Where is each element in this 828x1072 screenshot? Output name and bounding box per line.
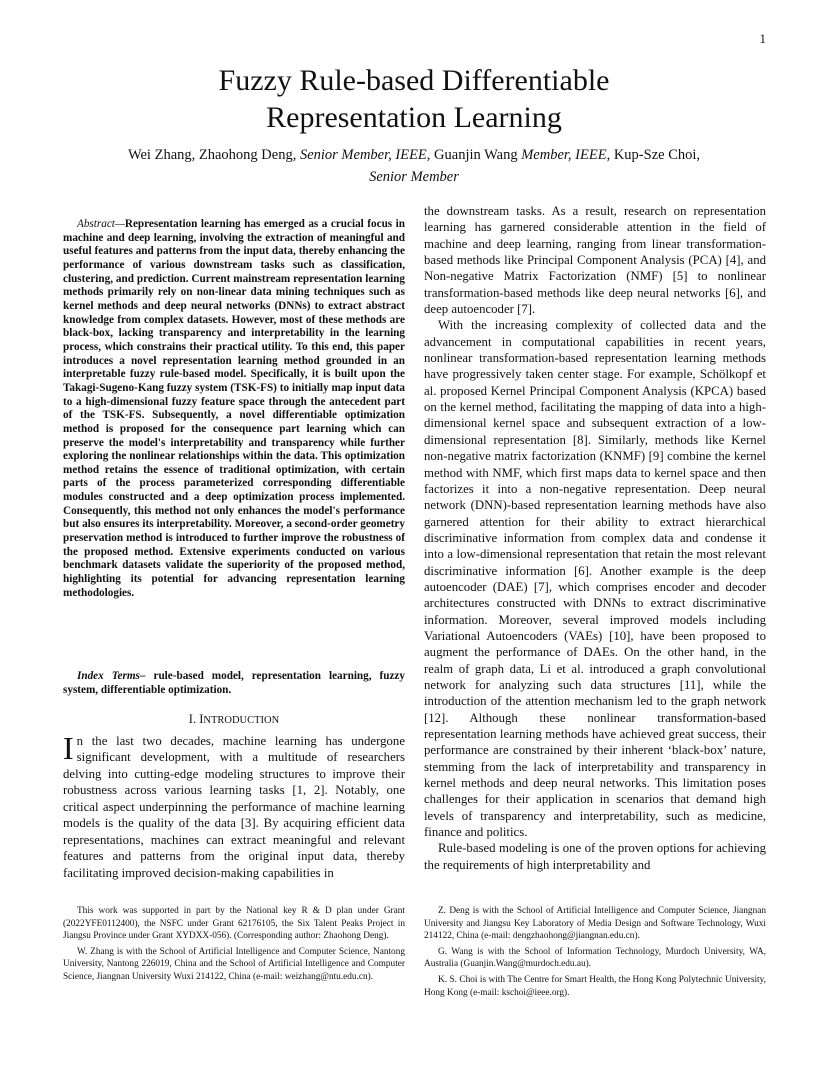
index-terms-label: Index Terms [77,670,140,682]
author-role-2: Member, IEEE [521,147,607,163]
title-line-2: Representation Learning [266,101,562,134]
footnote-author-wang: G. Wang is with the School of Information Technology, Murdoch University, WA, Australia (Guanjin.Wang@murdoch.edu.au). [424,946,766,970]
title-line-1: Fuzzy Rule-based Differentiable [218,64,610,97]
footnote-author-zhang: W. Zhang is with the School of Artificial Intelligence and Computer Science, Nantong University, Nantong 226019, China and the School of Artificial Intelligence and Computer Science, Jiangnan University Wuxi 214122, China (e-mail: weizhang@ntu.edu.cn). [63,946,405,982]
footnotes-left [63,905,405,987]
author-names-2: , Guanjin Wang [426,147,522,163]
author-list [60,144,768,188]
drop-cap: I [63,730,74,766]
right-paragraph-2: With the increasing complexity of collected data and the advancement in computational capabilities in recent years, nonlinear transformation-based representation learning methods have progressively taken center stage. For example, Schölkopf et al. proposed Kernel Principal Component Analysis (KPCA) based on the kernel method, facilitating the mapping of data into a high-dimensional kernel space and subsequent extraction of a low-dimensional representation [8]. Similarly, methods like Kernel non-negative matrix factorization (KNMF) [9] combine the kernel method with NMF, which first maps data to kernel space and then factorizes it into a non-negative representation. Deep neural network (DNN)-based representation learning methods have also garnered attention for their ability to extract hierarchical discriminative information from complex data and condense it into a low-dimensional representation that retain the most relevant discriminative information [6]. Another example is the deep autoencoder (DAE) [7], which comprises encoder and decoder architectures constructed with DNNs to extract discriminative information. Moreover, several improved models including Variational Autoencoders (VAEs) [10], have been proposed to augment the performance of DAEs. On the other hand, in the realm of graph data, Li et al. introduced a graph convolutional network for analyzing such data structures [11], while the introduction of the attention mechanism led to the graph network [12]. Although these nonlinear transformation-based representation learning methods have achieved great success, their performance are constrained by their inherent ‘black-box’ nature, stemming from the lack of interpretability and transparency in kernel methods and deep neural networks. This limitation poses challenges for their application in scenarios that demand high levels of transparency and interpretability, such as medicine, finance and politics. [424,318,766,840]
footnote-author-deng: Z. Deng is with the School of Artificial Intelligence and Computer Science, Jiangnan University and Jiangsu Key Laboratory of Media Design and Software Technology, Wuxi 214122, China (e-mail: dengzhaohong@jiangnan.edu.cn). [424,906,766,942]
abstract-text: Representation learning has emerged as a crucial focus in machine and deep learning, involving the extraction of meaningful and useful features and patterns from the input data, thereby enhancing the performance of various downstream tasks such as classification, clustering, and prediction. Current mainstream representation learning methods primarily rely on non-linear data mining techniques such as kernel methods and deep neural networks (DNNs) to extract abstract knowledge from complex datasets. However, most of these methods are black-box, lacking transparency and interpretability in the learning process, which constrains their practical utility. To this end, this paper introduces a novel representation learning method grounded in an interpretable fuzzy rule-based model. Specifically, it is built upon the Takagi-Sugeno-Kang fuzzy system (TSK-FS) to initially map input data to a high-dimensional fuzzy feature space through the antecedent part of the TSK-FS. Subsequently, a novel differentiable optimization method is proposed for the consequence part learning which can preserve the model's interpretability and transparency while further exploring the nonlinear relationships within the data. This optimization method retains the essence of traditional optimization, with certain parts of the process parameterized corresponding differentiable modules constructed and a deep optimization process implemented. Consequently, this method not only enhances the model's performance but also ensures its interpretability. Moreover, a second-order geometry preservation method is introduced to further improve the robustness of the proposed method. Extensive experiments conducted on various benchmark datasets validate the superiority of the proposed method, highlighting its potential for advancing representation learning methodologies. [63,218,405,599]
right-column-text [424,203,766,873]
author-role-1: Senior Member, IEEE [299,147,427,163]
section-title-rest: NTRODUCTION [203,715,280,726]
intro-paragraph-1: n the last two decades, machine learning has undergone significant development, with a multitude of researchers delving into cutting-edge modeling structures to improve their robustness across various learning tasks [1, 2]. Notably, one critical aspect underpinning the performance of machine learning models is the quality of the data [3]. By acquiring efficient data representations, machines can extract meaningful and relevant features and patterns from the original input data, thereby facilitating improved decision-making capabilities in [63,734,405,880]
abstract-label: Abstract— [77,218,125,230]
author-role-3: Senior Member [369,169,459,185]
section-number: I. [188,712,200,726]
paper-title [60,62,768,136]
right-paragraph-1: the downstream tasks. As a result, research on representation learning has garnered considerable attention in the field of machine and deep learning, ranging from linear transformation-based methods like Principal Component Analysis (PCA) [4], and Non-negative Matrix Factorization (NMF) [5] to nonlinear transformation-based methods like deep neural networks [6], and deep autoencoder [7]. [424,204,766,317]
author-names-1: Wei Zhang, Zhaohong Deng, [127,147,300,163]
section-heading-introduction [63,712,405,727]
page-number: 1 [759,31,766,46]
abstract [63,218,405,600]
index-terms [63,669,405,697]
author-names-3: , Kup-Sze Choi, [606,147,701,163]
introduction-left-text [63,730,405,881]
footnotes-right [424,905,766,1002]
footnote-funding: This work was supported in part by the National key R & D plan under Grant (2022YFE0112400), the NSFC under Grant 62176105, the Six Talent Peaks Project in Jiangsu Province under Grant XYDXX-056). (Corresponding author: Zhaohong Deng). [63,906,405,942]
section-first-letter: I [199,712,204,726]
footnote-author-choi: K. S. Choi is with The Centre for Smart Health, the Hong Kong Polytechnic University, Hong Kong (e-mail: kschoi@ieee.org). [424,974,766,998]
index-terms-text: – rule-based model, representation learning, fuzzy system, differentiable optimization. [63,670,405,696]
right-paragraph-3: Rule-based modeling is one of the proven options for achieving the requirements of high interpretability and [424,841,766,872]
